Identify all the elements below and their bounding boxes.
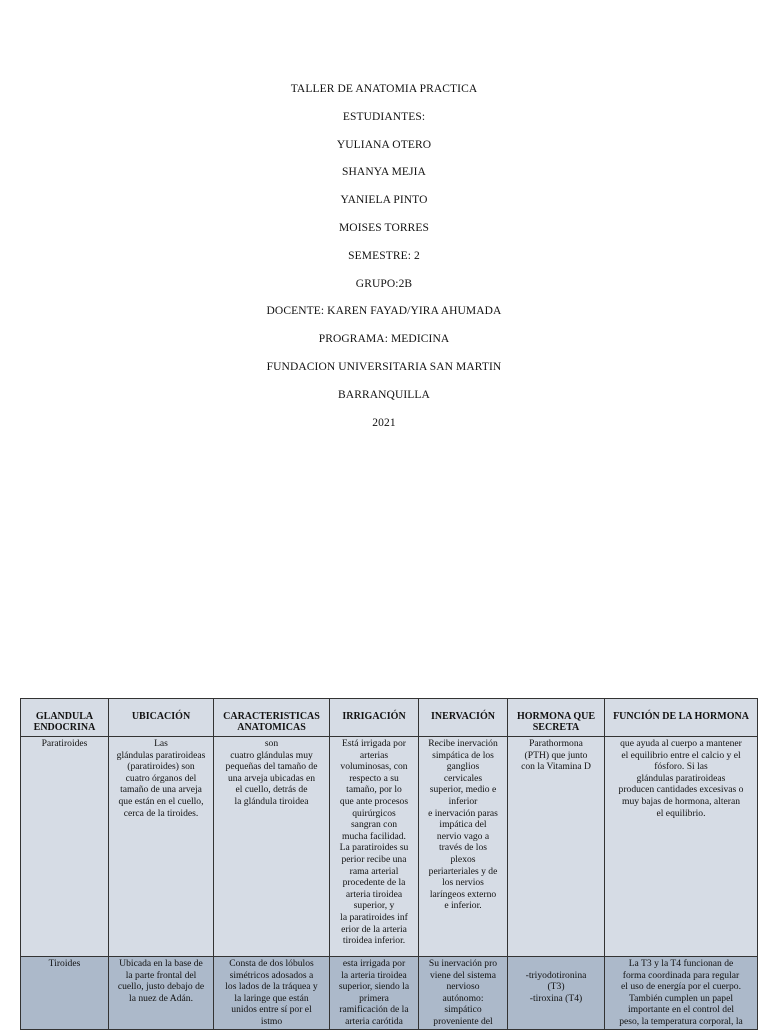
cell-innervation	[419, 737, 508, 957]
cell-text: Tiroides	[48, 958, 81, 969]
cover-student-name: MOISES TORRES	[338, 221, 430, 234]
cover-year: 2021	[372, 416, 396, 429]
cover-page	[0, 80, 768, 441]
table-row	[21, 737, 758, 957]
cell-text: Recibe inervación simpática de los ganglios cervicales superior, medio e inferior e inervación paras impática del nervio vago a través de los plexos periarteriales y de los nervios laríngeos externo e inferior.	[428, 738, 498, 912]
cover-student-name: YANIELA PINTO	[340, 194, 428, 207]
cell-text: son cuatro glándulas muy pequeñas del tamaño de una arveja ubicadas en el cuello, detrás de la glándula tiroidea	[225, 738, 318, 807]
cell-text: La T3 y la T4 funcionan de forma coordinada para regular el uso de energía por el cuerpo. También cumplen un papel importante en el control del peso, la temperatura corporal, la	[619, 958, 743, 1027]
cell-irrigation	[330, 957, 419, 1030]
cell-location	[109, 737, 214, 957]
cell-anatomy	[214, 957, 330, 1030]
cell-hormone	[508, 737, 605, 957]
cell-irrigation	[330, 737, 419, 957]
cover-students-label: ESTUDIANTES:	[342, 110, 426, 123]
cover-city: BARRANQUILLA	[338, 388, 430, 401]
cell-hormone	[508, 957, 605, 1030]
header-innervation: INERVACIÓN	[419, 699, 508, 737]
header-hormone: HORMONA QUE SECRETA	[508, 699, 605, 737]
cover-title: TALLER DE ANATOMIA PRACTICA	[290, 83, 478, 95]
cover-student-name: SHANYA MEJIA	[342, 166, 426, 179]
cell-gland	[21, 737, 109, 957]
header-irrigation: IRRIGACIÓN	[330, 699, 419, 737]
cell-gland	[21, 957, 109, 1030]
cover-institution: FUNDACION UNIVERSITARIA SAN MARTIN	[266, 360, 502, 373]
cell-text: -triyodotironina (T3) -tiroxina (T4)	[525, 969, 587, 1004]
endocrine-glands-table	[20, 698, 758, 1030]
cell-text: que ayuda al cuerpo a mantener el equilibrio entre el calcio y el fósforo. Si las glándulas paratiroideas producen cantidades excesivas o muy bajas de hormona, alteran el equilibrio.	[618, 738, 744, 819]
header-location: UBICACIÓN	[109, 699, 214, 737]
cover-student-name: YULIANA OTERO	[336, 138, 432, 151]
cell-text: Las glándulas paratiroideas (paratiroides) son cuatro órganos del tamaño de una arveja que están en el cuello, cerca de la tiroides.	[116, 738, 206, 819]
cell-text: Consta de dos lóbulos simétricos adosados a los lados de la tráquea y la laringe que están unidos entre sí por el istmo	[225, 958, 318, 1027]
cell-function	[605, 737, 758, 957]
cell-text: Ubicada en la base de la parte frontal del cuello, justo debajo de la nuez de Adán.	[117, 958, 205, 1004]
table-row	[21, 957, 758, 1030]
header-anatomy: CARACTERISTICAS ANATOMICAS	[214, 699, 330, 737]
header-function: FUNCIÓN DE LA HORMONA	[605, 699, 758, 737]
cover-semester: SEMESTRE: 2	[348, 249, 420, 262]
cell-text: Su inervación pro viene del sistema nervioso autónomo: simpático proveniente del	[428, 958, 498, 1027]
cell-function	[605, 957, 758, 1030]
cell-anatomy	[214, 737, 330, 957]
header-gland: GLANDULA ENDOCRINA	[21, 699, 109, 737]
gland-table-container	[20, 698, 757, 1030]
cover-teacher: DOCENTE: KAREN FAYAD/YIRA AHUMADA	[266, 305, 502, 318]
cover-group: GRUPO:2B	[355, 277, 413, 290]
table-header-row	[21, 699, 758, 737]
cell-innervation	[419, 957, 508, 1030]
cell-text: Está irrigada por arterias voluminosas, con respecto a su tamaño, por lo que ante procesos quirúrgicos sangran con mucha facilidad. La paratiroides su perior recibe una rama arterial procedente de la arteria tiroidea superior, y la paratiroides inf erior de la arteria tiroidea inferior.	[339, 738, 409, 947]
cell-text: Paratiroides	[41, 738, 88, 749]
cover-program: PROGRAMA: MEDICINA	[318, 333, 450, 346]
cell-location	[109, 957, 214, 1030]
cell-text: esta irrigada por la arteria tiroidea superior, siendo la primera ramificación de la arteria carótida	[338, 958, 410, 1027]
cell-text: Parathormona (PTH) que junto con la Vitamina D	[521, 738, 591, 773]
